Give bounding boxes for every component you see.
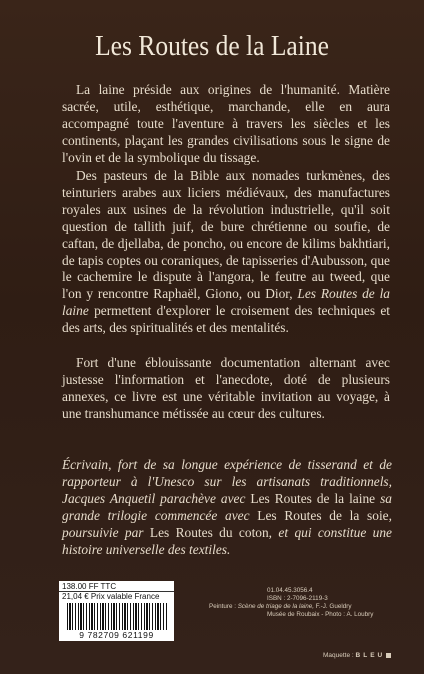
barcode-bars xyxy=(67,603,167,630)
paragraph-2 xyxy=(62,168,390,337)
price-euro: 21,04 € Prix valable France xyxy=(59,591,174,602)
book-title: Les Routes de la Laine xyxy=(95,30,329,62)
maquette-label: Maquette : xyxy=(323,652,354,659)
catalog-code: 01.04.45.3056.4 xyxy=(267,587,313,594)
square-icon xyxy=(386,653,391,658)
museum-credit: Musée de Roubaix - Photo : A. Loubry xyxy=(267,611,374,618)
barcode-number: 9 782709 621199 xyxy=(79,630,154,640)
bio-part-c: sa grande trilogie commencée avec xyxy=(62,490,392,523)
bio-part-f: Les Routes du coton, xyxy=(149,524,273,540)
paragraph-2-end: permettent d'explorer le croisement des techniques et des arts, des spiritualités et des mentalités. xyxy=(62,303,390,336)
paragraph-2-text: Des pasteurs de la Bible aux nomades turkmènes, des teinturiers arabes aux liciers médiévaux, des manufactures royales aux usines de la révolution industrielle, qu'il soit question de tallith juif, de bure chrétienne ou soufie, de caftan, de djellaba, de poncho, ou encore de kilims bakhtiari, de tapis coptes ou coraniques, de tapisseries d'Aubusson, que le cachemire le dispute à l'angora, le feutre au tweed, que l'on y rencontre Raphaël, Giono, ou Dior, xyxy=(62,168,390,302)
barcode-label xyxy=(59,581,174,641)
paragraph-3: Fort d'une éblouissante documentation alternant avec justesse l'information et l'anecdote, doté de plusieurs annexes, ce livre est une véritable invitation au voyage, à une transhumance métissée au cœur des cultures. xyxy=(62,355,390,421)
credits-block xyxy=(209,587,409,619)
painting-artist: F.-J. Gueldry xyxy=(315,603,352,610)
bio-part-e: poursuivie par xyxy=(62,524,144,540)
maquette-credit xyxy=(323,652,391,659)
price-ff: 138.00 FF TTC xyxy=(62,582,117,591)
isbn: ISBN : 2-7096-2119-3 xyxy=(267,595,328,602)
bio-part-g: et qui constitue une histoire universelle des textiles. xyxy=(62,524,392,557)
painting-title: Scène de triage de la laine, xyxy=(237,603,315,610)
bio-part-b: Les Routes de la laine xyxy=(250,490,376,506)
bio-part-d: Les Routes de la soie, xyxy=(257,507,392,523)
bio-part-a: Écrivain, fort de sa longue expérience de tisserand et de rapporteur à l'Unesco sur les artisanats traditionnels, Jacques Anquetil parachève avec xyxy=(62,457,392,506)
maquette-brand: BLEU xyxy=(355,652,386,659)
paragraph-1: La laine préside aux origines de l'humanité. Matière sacrée, utile, esthétique, marchande, elle en aura accompagné toute l'aventure à travers les siècles et les continents, plaçant les grandes civilisations sous le signe de l'ovin et de la symbolique du tissage. xyxy=(62,82,390,165)
paragraph-2-italic-title: Les Routes de la laine xyxy=(62,286,390,319)
author-bio xyxy=(62,457,392,558)
painting-label: Peinture : xyxy=(209,603,236,610)
painting-credit xyxy=(209,603,409,611)
